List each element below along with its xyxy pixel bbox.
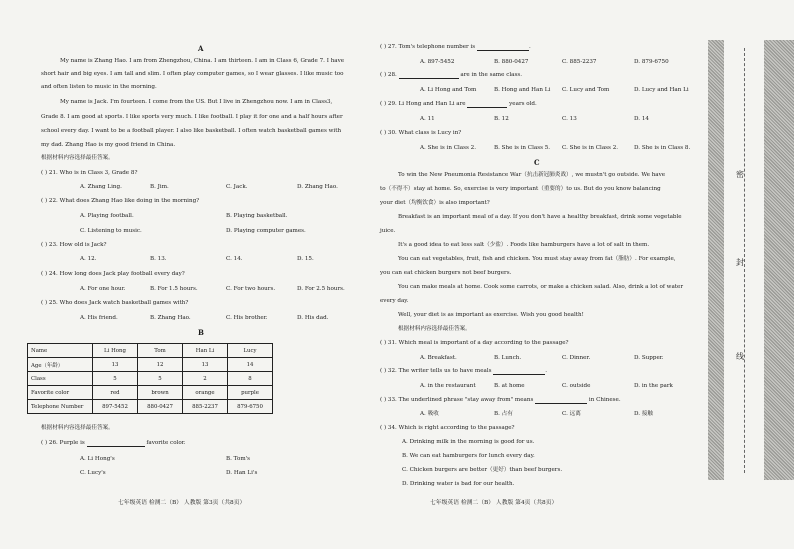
question-stem: ( ) 26. Purple is [41,440,85,446]
question-24: ( ) 24. How long does Jack play football every day? [41,271,185,277]
table-cell: brown [138,386,183,400]
table-cell: 885-2237 [183,400,228,414]
option[interactable]: A. 897-5452 [420,59,455,65]
passage-c-line: juice. [380,228,396,234]
option[interactable]: A. Zhang Ling. [80,184,122,190]
option[interactable]: D. Lucy and Han Li [634,87,689,93]
table-cell: orange [183,386,228,400]
instruction: 根据材料内容选择最佳答案。 [398,326,471,332]
page-4 [372,0,708,549]
question-stem: ( ) 32. The writer tells us to have meals [380,368,492,374]
passage-a-line: short hair and big eyes. I am tall and slim. I often play computer games, so I wear glasses. I like music too [41,71,344,77]
answer-blank[interactable] [477,50,529,51]
table-row [28,372,273,386]
table-header-cell: Name [28,344,93,358]
question-28 [380,72,522,79]
question-tail: . [528,44,531,50]
option[interactable]: D. Supper. [634,355,664,361]
question-tail: years old. [509,101,537,107]
question-30: ( ) 30. What class is Lucy in? [380,130,462,136]
instruction: 根据材料内容选择最佳答案。 [41,155,114,161]
option[interactable]: C. Jack. [226,184,248,190]
table-cell: 5 [138,372,183,386]
question-31: ( ) 31. Which meal is important of a day according to the passage? [380,340,569,346]
passage-c-line: It's a good idea to eat less salt（少盐）. Foods like hamburgers have a lot of salt in them. [398,242,650,248]
option[interactable]: B. Lunch. [494,355,522,361]
table-cell: Class [28,372,93,386]
table-cell: 5 [93,372,138,386]
table-row [28,386,273,400]
option[interactable]: B. 占有 [494,411,513,417]
table-cell: 8 [228,372,273,386]
option[interactable]: A. Breakfast. [420,355,457,361]
option[interactable]: C. Lucy's [80,470,106,476]
page-footer: 七年级英语 检测二（B） 人教版 第4页（共8页） [430,500,558,506]
option[interactable]: B. Playing basketball. [226,213,288,219]
question-23: ( ) 23. How old is Jack? [41,242,107,248]
table-cell: 12 [138,358,183,372]
question-27 [380,44,531,51]
option[interactable]: D. 879-6750 [634,59,669,65]
passage-c-line: you can eat chicken burgers not beef burgers. [380,270,512,276]
option[interactable]: A. Playing football. [80,213,134,219]
option[interactable]: D. 接触 [634,411,654,417]
passage-a-line: and often listen to music in the morning. [41,84,157,90]
passage-c-line: Breakfast is an important meal of a day. If you don't have a healthy breakfast, drink some vegetable [398,214,682,220]
option[interactable]: B. Jim. [150,184,169,190]
option[interactable]: C. Lucy and Tom [562,87,610,93]
question-33 [380,397,621,404]
question-21: ( ) 21. Who is in Class 3, Grade 8? [41,170,138,176]
option[interactable]: C. 14. [226,256,243,262]
option[interactable]: C. Chicken burgers are better（更好）than beef burgers. [402,467,563,473]
option[interactable]: B. 12 [494,116,509,122]
page-footer: 七年级英语 检测二（B） 人教版 第3页（共8页） [118,500,246,506]
option[interactable]: C. She is in Class 2. [562,145,619,151]
option[interactable]: C. For two hours. [226,286,276,292]
option[interactable]: D. Drinking water is bad for our health. [402,481,515,487]
option[interactable]: C. His brother. [226,315,268,321]
instruction: 根据材料内容选择最佳答案。 [41,425,114,431]
question-25: ( ) 25. Who does Jack watch basketball games with? [41,300,189,306]
table-row [28,358,273,372]
passage-a-line: Grade 8. I am good at sports. I like sports very much. I like football. I play it for one and a half hours after [41,114,343,120]
passage-c-line: every day. [380,298,409,304]
option[interactable]: D. Han Li's [226,470,258,476]
table-header-cell: Lucy [228,344,273,358]
section-a-title: A [198,44,204,53]
option[interactable]: D. 14 [634,116,649,122]
option[interactable]: C. Dinner. [562,355,591,361]
option[interactable]: D. Zhang Hao. [297,184,338,190]
seal-line [744,48,745,473]
option[interactable]: C. 885-2237 [562,59,597,65]
seal-char: 线 [736,352,744,361]
page-3 [0,0,374,549]
option[interactable]: C. outside [562,383,591,389]
table-cell: 13 [93,358,138,372]
seal-margin [708,40,794,480]
passage-a-line: school every day. I want to be a football player. I also like basketball. I often watch basketball games with [41,128,342,134]
question-stem: ( ) 27. Tom's telephone number is [380,44,476,50]
option[interactable]: B. For 1.5 hours. [150,286,198,292]
table-cell: 897-5452 [93,400,138,414]
question-tail: in Chinese. [588,397,621,403]
passage-c-line: To win the New Pneumonia Resistance War（抗击新冠肺炎战）, we mustn't go outside. We have [398,172,666,178]
table-row [28,400,273,414]
question-26 [41,440,186,447]
table-cell: red [93,386,138,400]
option[interactable]: B. Tom's [226,456,251,462]
passage-c-line: You can eat vegetables, fruit, fish and chicken. You must stay away from fat（脂肪）. For example, [398,256,676,262]
option[interactable]: D. Playing computer games. [226,228,306,234]
table-cell: Favorite color [28,386,93,400]
option[interactable]: A. in the restaurant [420,383,476,389]
option[interactable]: D. in the park [634,383,673,389]
question-tail: favorite color. [146,440,186,446]
answer-blank[interactable] [493,374,545,375]
option[interactable]: D. For 2.5 hours. [297,286,345,292]
table-cell: 880-0427 [138,400,183,414]
option[interactable]: A. Li Hong and Tom [420,87,477,93]
question-32 [380,368,547,375]
option[interactable]: D. She is in Class 8. [634,145,691,151]
table-header-cell: Tom [138,344,183,358]
option[interactable]: B. Hong and Han Li [494,87,551,93]
answer-blank[interactable] [87,446,145,447]
table-header-row [28,344,273,358]
question-stem: ( ) 28. [380,72,397,78]
option[interactable]: B. She is in Class 5. [494,145,551,151]
passage-c-line: Well, your diet is as important as exercise. Wish you good health! [398,312,584,318]
question-29 [380,101,537,108]
option[interactable]: B. 13. [150,256,167,262]
question-stem: ( ) 29. Li Hong and Han Li are [380,101,466,107]
answer-blank[interactable] [467,107,507,108]
passage-c-line: to（不得不）stay at home. So, exercise is very important（重要的）to us. But do you know balancing [380,186,661,192]
passage-a-line: My name is Jack. I'm fourteen. I come from the US. But I live in Zhengzhou now. I am in Class3, [60,99,333,105]
answer-blank[interactable] [535,403,587,404]
option[interactable]: A. His friend. [80,315,118,321]
question-tail: . [545,368,548,374]
info-table [27,343,273,414]
table-cell: Telephone Number [28,400,93,414]
seal-char: 封 [736,258,744,267]
option[interactable]: A. 11 [420,116,435,122]
passage-c-line: You can make meals at home. Cook some carrots, or make a chicken salad. Also, drink a lot of water [398,284,684,290]
option[interactable]: A. She is in Class 2. [420,145,476,151]
table-header-cell: Li Hong [93,344,138,358]
table-cell: 2 [183,372,228,386]
table-cell: 14 [228,358,273,372]
option[interactable]: B. 880-0427 [494,59,529,65]
option[interactable]: B. We can eat hamburgers for lunch every day. [402,453,535,459]
option[interactable]: C. 13 [562,116,577,122]
passage-a-line: my dad. Zhang Hao is my good friend in China. [41,142,176,148]
option[interactable]: B. Zhang Hao. [150,315,191,321]
table-cell: Age（年龄） [28,358,93,372]
question-34: ( ) 34. Which is right according to the passage? [380,425,515,431]
question-stem: ( ) 33. The underlined phrase "stay away from" means [380,397,534,403]
option[interactable]: D. His dad. [297,315,329,321]
option[interactable]: A. For one hour. [80,286,126,292]
answer-blank[interactable] [399,78,459,79]
section-c-title: C [534,158,540,167]
option[interactable]: A. 12. [80,256,97,262]
table-cell: 13 [183,358,228,372]
passage-c-line: your diet（均衡饮食）is also important? [380,200,490,206]
option[interactable]: C. Listening to music. [80,228,142,234]
section-b-title: B [198,328,204,337]
question-22: ( ) 22. What does Zhang Hao like doing in the morning? [41,198,200,204]
option[interactable]: B. at home [494,383,525,389]
table-header-cell: Han Li [183,344,228,358]
seal-char: 密 [736,170,744,179]
option[interactable]: C. 远离 [562,411,581,417]
option[interactable]: A. 吸收 [420,411,439,417]
table-cell: 879-6750 [228,400,273,414]
option[interactable]: A. Li Hong's [80,456,115,462]
option[interactable]: A. Drinking milk in the morning is good for us. [402,439,535,445]
passage-a-line: My name is Zhang Hao. I am from Zhengzhou, China. I am thirteen. I am in Class 6, Grade 7. I have [60,58,345,64]
table-cell: purple [228,386,273,400]
option[interactable]: D. 15. [297,256,314,262]
question-tail: are in the same class. [460,72,522,78]
